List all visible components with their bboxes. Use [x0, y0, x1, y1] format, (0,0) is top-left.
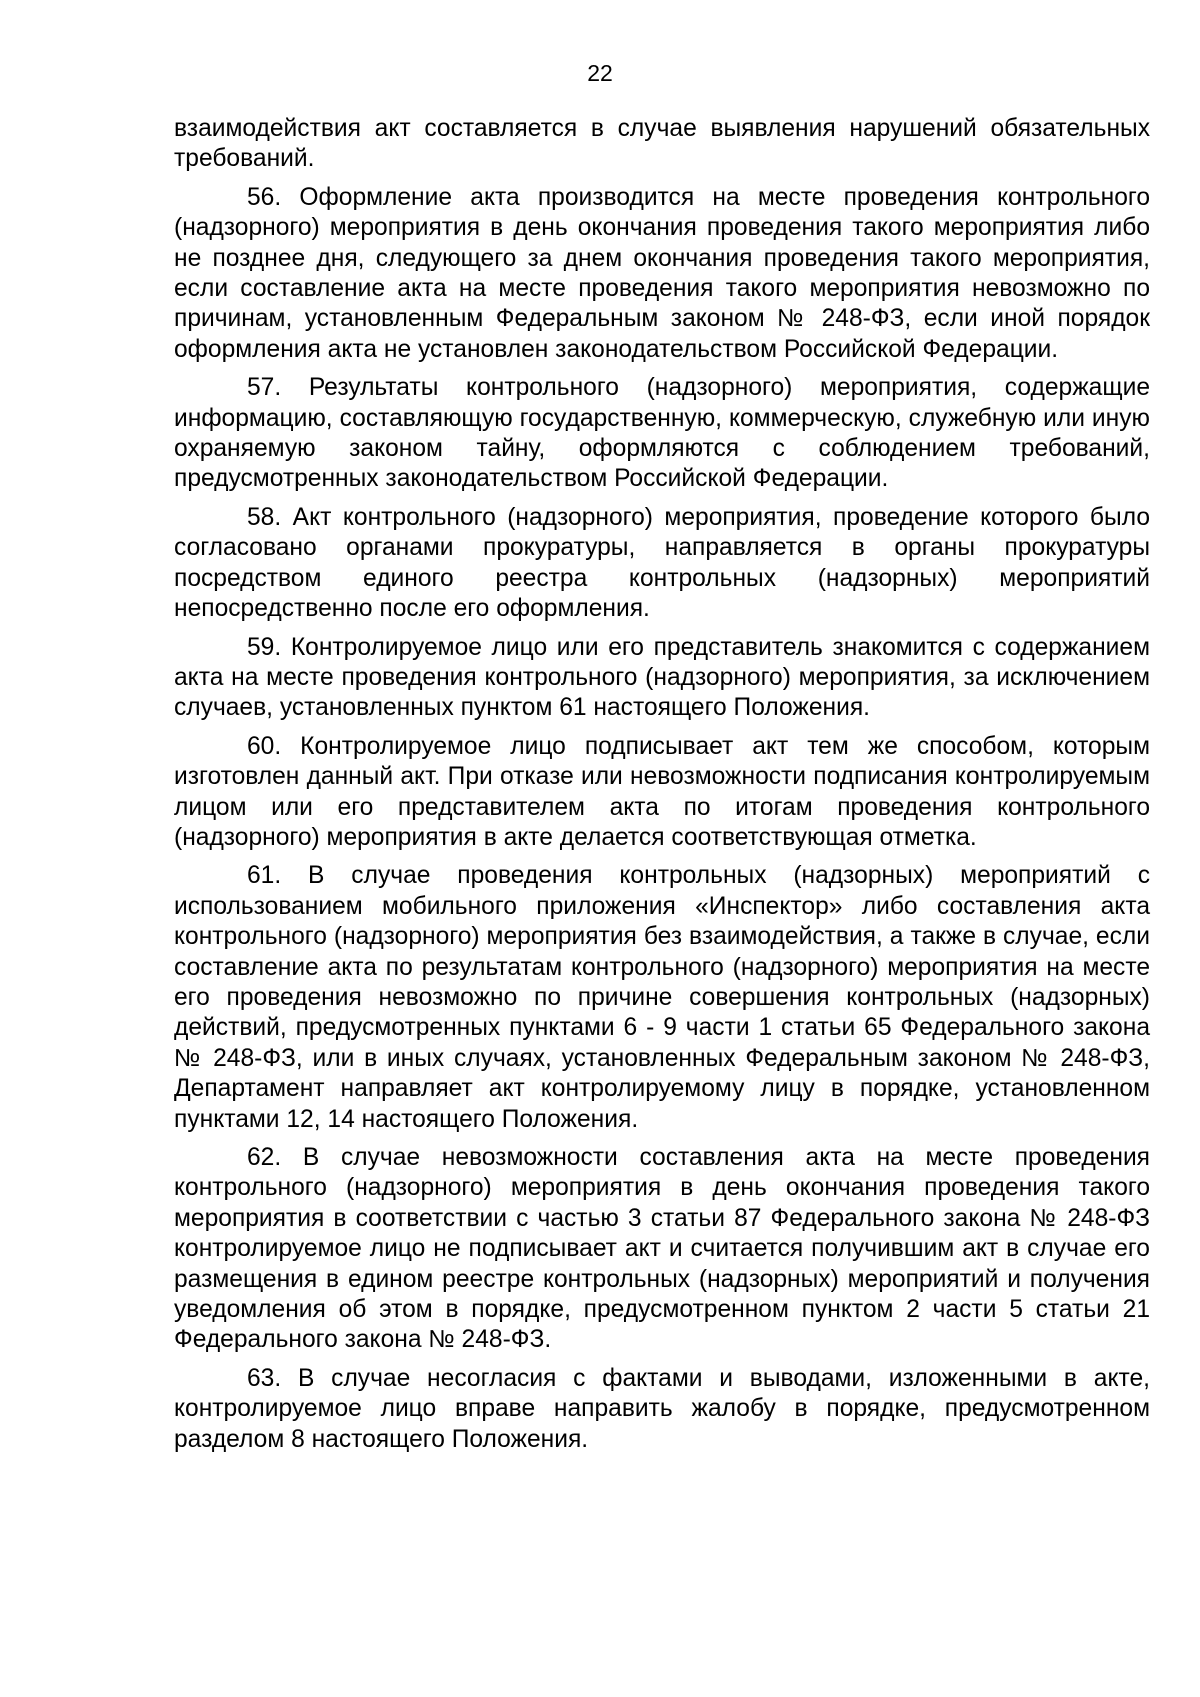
paragraph-continuation: взаимодействия акт составляется в случае выявления нарушений обязательных требований.: [174, 115, 1150, 173]
paragraph-59: 59. Контролируемое лицо или его представитель знакомится с содержанием акта на месте проведения контрольного (надзорного) мероприятия, за исключением случаев, установленных пунктом 61 настоящего Положения.: [174, 633, 1150, 722]
paragraph-58: 58. Акт контрольного (надзорного) мероприятия, проведение которого было согласовано органами прокуратуры, направляется в органы прокуратуры посредством единого реестра контрольных (надзорных) мероприятий непосредственно после его оформления.: [174, 503, 1150, 623]
paragraph-62: 62. В случае невозможности составления акта на месте проведения контрольного (надзорного) мероприятия в день окончания проведения такого мероприятия в соответствии с частью 3 статьи 87 Федерального закона № 248-ФЗ контролируемое лицо не подписывает акт и считается получившим акт в случае его размещения в едином реестре контрольных (надзорных) мероприятий и получения уведомления об этом в порядке, предусмотренном пунктом 2 части 5 статьи 21 Федерального закона № 248-ФЗ.: [174, 1144, 1150, 1354]
paragraph-61: 61. В случае проведения контрольных (надзорных) мероприятий с использованием мобильного приложения «Инспектор» либо составления акта контрольного (надзорного) мероприятия без взаимодействия, а также в случае, если составление акта по результатам контрольного (надзорного) мероприятия на месте его проведения невозможно по причине совершения контрольных (надзорных) действий, предусмотренных пунктами 6 - 9 части 1 статьи 65 Федерального закона № 248-ФЗ, или в иных случаях, установленных Федеральным законом № 248-ФЗ, Департамент направляет акт контролируемому лицу в порядке, установленном пунктами 12, 14 настоящего Положения.: [174, 862, 1150, 1133]
paragraph-63: 63. В случае несогласия с фактами и выводами, изложенными в акте, контролируемое лицо вправе направить жалобу в порядке, предусмотренном разделом 8 настоящего Положения.: [174, 1364, 1150, 1453]
paragraph-60: 60. Контролируемое лицо подписывает акт тем же способом, которым изготовлен данный акт. При отказе или невозможности подписания контролируемым лицом или его представителем акта по итогам проведения контрольного (надзорного) мероприятия в акте делается соответствующая отметка.: [174, 732, 1150, 851]
paragraph-56: 56. Оформление акта производится на месте проведения контрольного (надзорного) мероприятия в день окончания проведения такого мероприятия либо не позднее дня, следующего за днем окончания проведения такого мероприятия, если составление акта на месте проведения такого мероприятия невозможно по причинам, установленным Федеральным законом № 248-ФЗ, если иной порядок оформления акта не установлен законодательством Российской Федерации.: [174, 183, 1150, 363]
document-body: [174, 114, 1150, 1463]
paragraph-57: 57. Результаты контрольного (надзорного) мероприятия, содержащие информацию, составляющую государственную, коммерческую, служебную или иную охраняемую законом тайну, оформляются с соблюдением требований, предусмотренных законодательством Российской Федерации.: [174, 374, 1150, 493]
page-number: 22: [587, 60, 613, 86]
